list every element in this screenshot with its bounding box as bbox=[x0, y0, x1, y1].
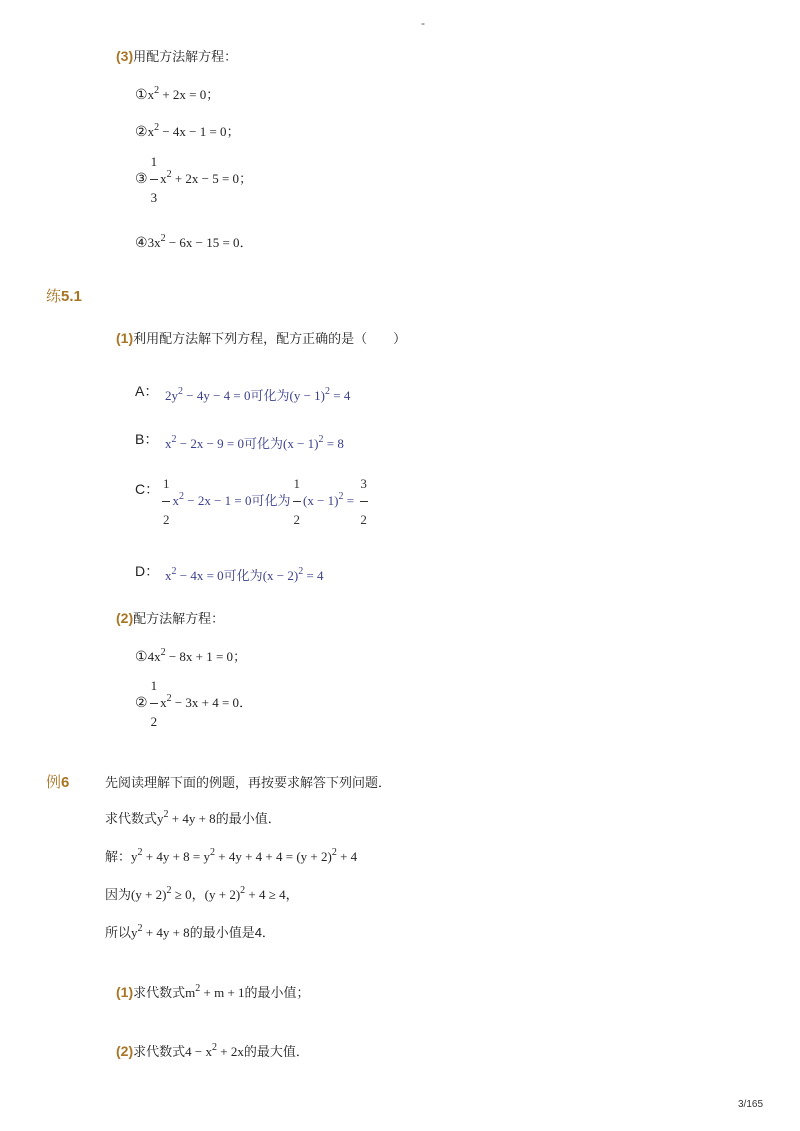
item-marker: ① bbox=[135, 86, 148, 102]
q3-label: (3) bbox=[116, 48, 134, 64]
option-d-equation: $x^2 - 4x = 0$可化为$(x - 2)^2 = 4$ bbox=[165, 566, 324, 583]
practice-prefix: 练 bbox=[46, 288, 62, 305]
q3-text: 用配方法解方程： bbox=[133, 49, 238, 64]
fraction: $\frac{1}{3}$ bbox=[150, 154, 158, 205]
fraction: $\frac{1}{2}$ bbox=[150, 678, 158, 729]
item-marker: ③ bbox=[135, 170, 148, 187]
equation: $x^2 + 2x - 5 = 0$ bbox=[160, 169, 240, 187]
option-c-equation: $\frac{1}{2}$ $x^2 - 2x - 1 = 0$可化为 $\frac{1}{2}$ $(x - 1)^2$ = $\frac{3}{2}$ bbox=[163, 476, 367, 527]
option-a-letter: A： bbox=[135, 383, 159, 399]
option-b-letter: B： bbox=[135, 431, 159, 447]
example-line-1: 求代数式$y^2 + 4y + 8$的最小值． bbox=[105, 809, 281, 826]
example-q2: (2)求代数式$4 - x^2 + 2x$的最大值． bbox=[116, 1042, 309, 1059]
practice-q2-heading bbox=[116, 608, 224, 627]
q3-heading bbox=[116, 46, 237, 65]
q3-item-1 bbox=[135, 84, 219, 103]
practice-heading bbox=[46, 285, 82, 306]
equation: $x^2 - 4x - 1 = 0$ bbox=[147, 122, 227, 139]
punct: ． bbox=[239, 695, 253, 711]
practice-q2-item-2 bbox=[135, 679, 252, 728]
example-number: 6 bbox=[61, 774, 70, 791]
equation: $3x^2 - 6x - 15 = 0$ bbox=[147, 233, 240, 250]
equation: $4x^2 - 8x + 1 = 0$ bbox=[147, 647, 234, 664]
q3-item-4 bbox=[135, 232, 253, 251]
item-marker: ① bbox=[135, 648, 148, 664]
option-c-letter: C： bbox=[135, 481, 160, 497]
example-line-3: 因为$(y + 2)^2 \ge 0$，$(y + 2)^2 + 4 \ge 4$， bbox=[105, 885, 299, 902]
practice-q1-text: 利用配方法解下列方程，配方正确的是（ ） bbox=[133, 331, 407, 346]
equation: $x^2 + 2x = 0$ bbox=[147, 85, 207, 102]
punct: ． bbox=[239, 235, 253, 250]
page-number: 3/165 bbox=[738, 1099, 764, 1110]
option-b-equation: $x^2 - 2x - 9 = 0$可化为$(x - 1)^2 = 8$ bbox=[165, 434, 344, 451]
practice-q1-label: (1) bbox=[116, 330, 134, 346]
example-q2-label: (2) bbox=[116, 1043, 134, 1059]
example-line-4: 所以$y^2 + 4y + 8$的最小值是4． bbox=[105, 923, 275, 940]
punct: ； bbox=[239, 171, 253, 187]
example-prefix: 例 bbox=[46, 774, 62, 791]
punct: ； bbox=[226, 124, 240, 139]
example-heading bbox=[46, 771, 69, 792]
practice-q2-text: 配方法解方程： bbox=[133, 611, 225, 626]
q3-item-3 bbox=[135, 155, 252, 204]
option-d-letter: D： bbox=[135, 563, 160, 579]
practice-q1-heading bbox=[116, 328, 406, 347]
practice-number: 5.1 bbox=[61, 288, 82, 305]
item-marker: ② bbox=[135, 694, 148, 711]
punct: ； bbox=[233, 649, 247, 664]
example-q1: (1)求代数式$m^2 + m + 1$的最小值； bbox=[116, 983, 310, 1000]
practice-q2-item-1 bbox=[135, 646, 246, 665]
option-a-equation: $2y^2 - 4y - 4 = 0$可化为$(y - 1)^2 = 4$ bbox=[165, 386, 351, 403]
equation: $x^2 - 3x + 4 = 0$ bbox=[160, 693, 240, 711]
example-line-2: 解：$y^2 + 4y + 8 = y^2 + 4y + 4 + 4 = (y + 2)^2 + 4$ bbox=[105, 847, 358, 864]
header-mark: - bbox=[421, 16, 425, 30]
practice-q2-label: (2) bbox=[116, 610, 134, 626]
item-marker: ④ bbox=[135, 234, 148, 250]
example-q1-label: (1) bbox=[116, 984, 134, 1000]
item-marker: ② bbox=[135, 123, 148, 139]
example-intro: 先阅读理解下面的例题，再按要求解答下列问题． bbox=[105, 775, 392, 790]
q3-item-2 bbox=[135, 121, 240, 140]
punct: ； bbox=[206, 87, 220, 102]
